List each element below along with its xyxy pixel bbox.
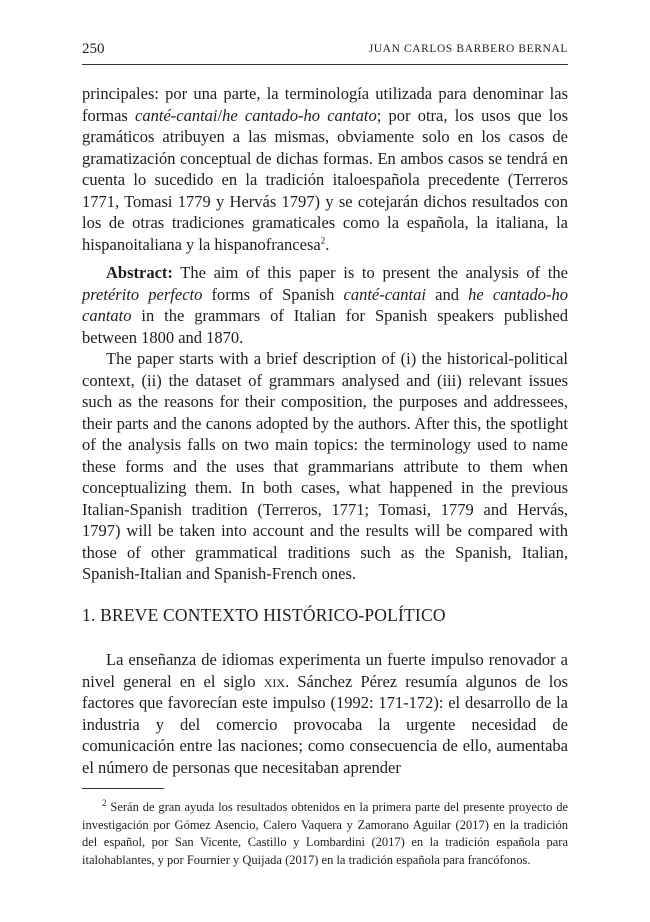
intro-italic-form: canté-cantai [135,105,218,125]
century-smallcaps: xix [263,671,286,691]
page-number: 250 [82,41,105,57]
abstract-text-4: in the grammars of Italian for Spanish speakers published between 1800 and 1870. [82,306,568,347]
abstract-paragraph-2: The paper starts with a brief description of (i) the historical-political context, (ii) the dataset of grammars analysed and (iii) relevant issues such as the reasons for their composition, the purposes and addressees, their parts and the canons adopted by the authors. After this, the spotlight of the analysis falls on two main topics: the terminology used to name these forms and the uses that grammarians attribute to them when conceptualizing them. In both cases, what happened in the previous Italian-Spanish tradition (Terreros, 1771; Tomasi, 1779 and Hervás, 1797) will be taken into account and the results will be compared with those of other grammatical traditions such as the Spanish, Italian, Spanish-Italian and Spanish-French ones. [82,349,568,583]
abstract-italic-1: pretérito perfecto [82,284,203,304]
section-heading: 1. BREVE CONTEXTO HISTÓRICO-POLÍTICO [82,605,446,625]
intro-text-2: ; por otra, los usos que los gramáticos atribuyen a las mismas, obviamente solo en los casos de gramatización conceptual de dichas formas. En ambos casos se tendrá en cuenta lo sucedido en la tradición italoespañola precedente (Terreros 1771, Tomasi 1779 y Hervás 1797) y se cotejarán dichos resultados con los de otras tradiciones gramaticales como la española, la italiana, la hispanoitaliana y la hispanofrancesa [82,105,568,254]
page-header [82,41,568,61]
footnote-text: Serán de gran ayuda los resultados obtenidos en la primera parte del presente proyecto de investigación por Gómez Asencio, Calero Vaquera y Zamorano Aguilar (2017) en la tradición del español, por San Vicente, Castillo y Lombardini (2017) en la tradición española para italohablantes, y por Fournier y Quijada (2017) en la tradición española para francófonos. [82,800,568,867]
abstract-italic-2: canté-cantai [343,284,426,304]
intro-slash: / [217,105,223,125]
footnote-rule [82,788,164,789]
context-text-2: . Sánchez Pérez resumía algunos de los factores que favorecían este impulso (1992: 171-172): el desarrollo de la industria y del comercio provocaba la urgente necesidad de comunicación entre las naciones; como consecuencia de ello, aumentaba el número de personas que necesitaban aprender [82,671,568,777]
footnote-number: 2 [102,797,107,808]
header-rule [82,64,568,65]
abstract-text: The aim of this paper is to present the analysis of the [172,263,568,282]
intro-text: principales: por una parte, la terminología utilizada para denominar las formas [82,84,568,125]
intro-text-3: . [325,234,330,254]
abstract-block [82,262,568,585]
footnote-ref[interactable]: 2 [320,235,326,245]
running-head: JUAN CARLOS BARBERO BERNAL [368,43,568,55]
intro-paragraph [82,83,568,255]
abstract-italic-3: he cantado-ho cantato [82,284,568,325]
abstract-paragraph-1 [82,262,568,348]
context-text: La enseñanza de idiomas experimenta un fuerte impulso renovador a nivel general en el siglo [82,650,568,691]
footnote [82,799,568,869]
intro-italic-form-2: he cantado-ho cantato [222,105,377,125]
abstract-label: Abstract: [106,263,173,282]
abstract-text-2: forms of Spanish [202,284,344,304]
abstract-text-3: and [425,284,469,304]
context-paragraph [82,649,568,778]
